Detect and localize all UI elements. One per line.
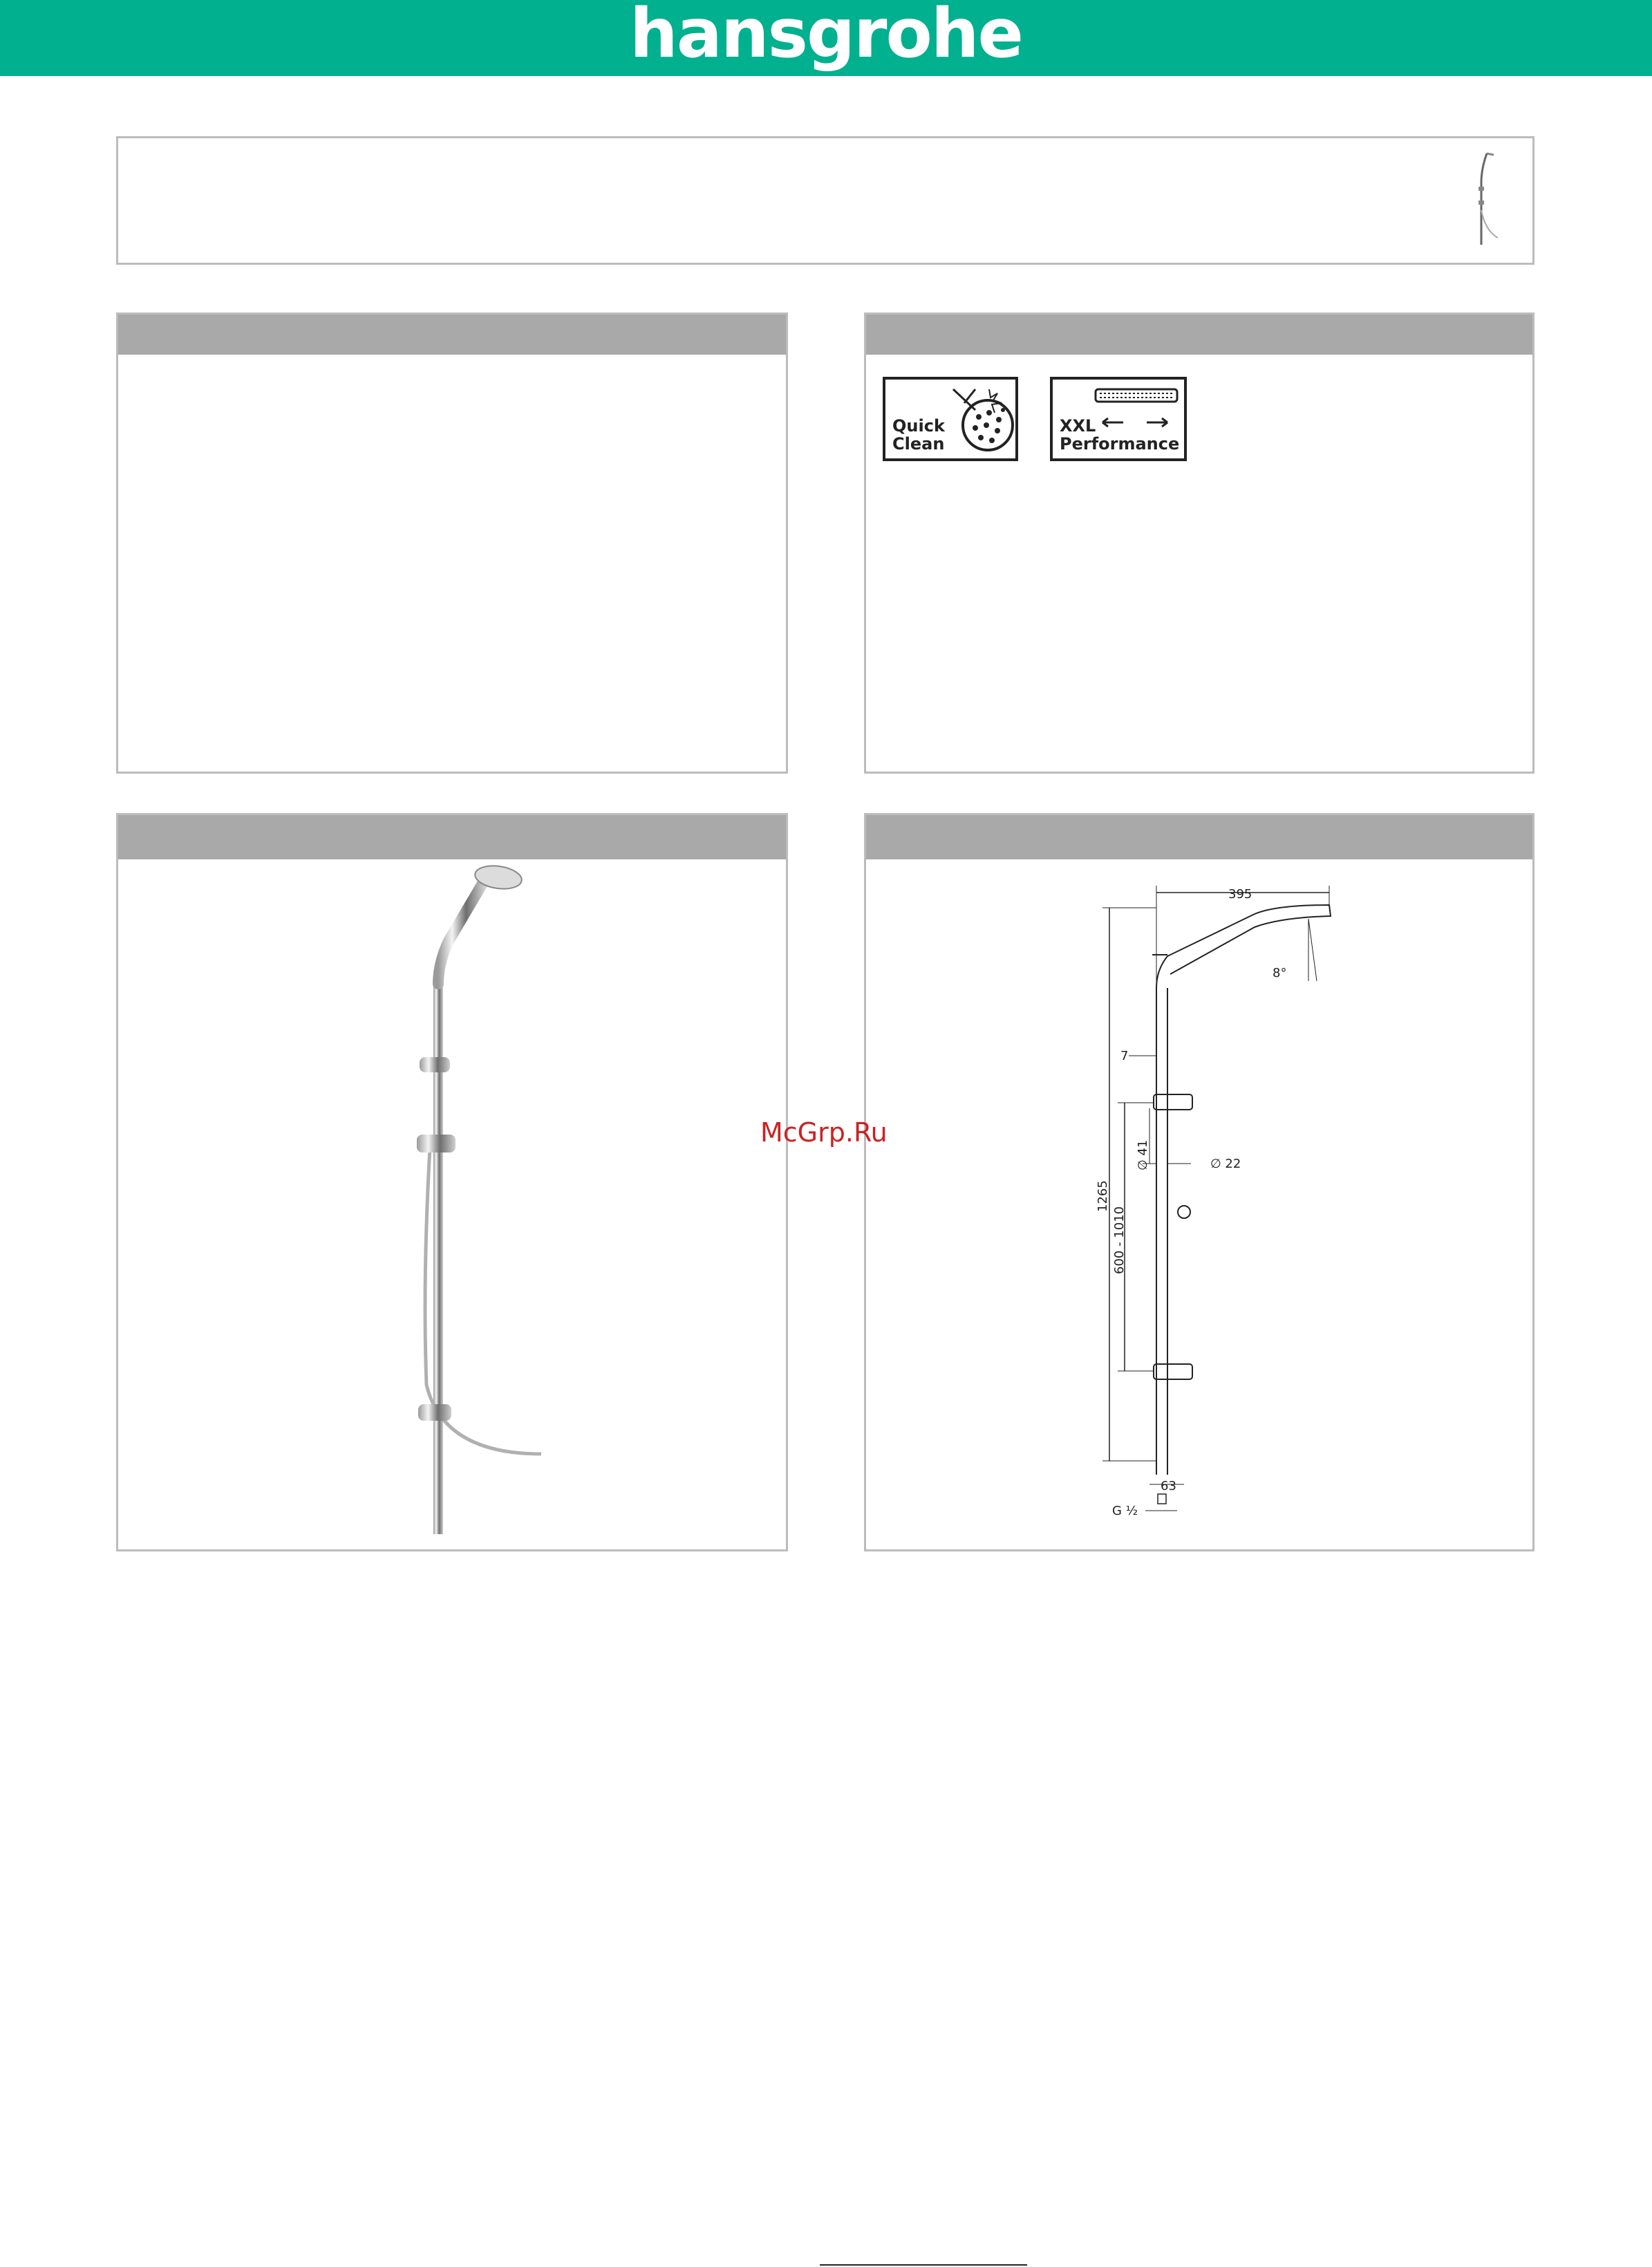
brand-header <box>0 0 1652 76</box>
dim-adjust-range: 600 - 1010 <box>1112 1206 1127 1274</box>
panel-header-bar <box>118 315 786 355</box>
quick-clean-line2: Clean <box>892 434 945 454</box>
product-title-box <box>116 136 1534 265</box>
xxl-line1: XXL <box>1060 416 1096 436</box>
footer-line <box>820 2264 1027 2266</box>
watermark: McGrp.Ru <box>760 1117 888 1148</box>
dim-total-height: 1265 <box>1096 1180 1110 1212</box>
dim-bottom: 63 <box>1161 1479 1176 1493</box>
hansgrohe-logo: hansgrohe <box>629 0 1023 73</box>
dim-angle: 8° <box>1273 966 1287 980</box>
shower-set-photo <box>118 859 790 1544</box>
dim-holder-dia: ∅ 41 <box>1136 1139 1150 1170</box>
xxl-performance-badge <box>1050 377 1187 461</box>
dim-width: 395 <box>1228 887 1252 902</box>
dim-rail-dia: ∅ 22 <box>1210 1157 1241 1171</box>
features-panel <box>864 312 1534 774</box>
product-photo-panel <box>116 813 788 1551</box>
dim-thread: G ½ <box>1112 1504 1138 1518</box>
panel-header-bar <box>866 315 1532 355</box>
quick-clean-icon <box>948 382 1017 458</box>
panel-header-bar <box>118 815 786 859</box>
quick-clean-badge <box>883 377 1018 461</box>
xxl-label <box>1060 417 1179 453</box>
quick-clean-line1: Quick <box>892 416 945 436</box>
technical-drawing-panel <box>864 813 1534 1551</box>
dimension-drawing <box>866 859 1537 1551</box>
description-panel <box>116 312 788 774</box>
dim-offset: 7 <box>1120 1049 1129 1063</box>
quick-clean-label <box>892 417 945 453</box>
product-thumbnail-icon <box>1456 148 1505 252</box>
xxl-line2: Performance <box>1060 434 1180 454</box>
panel-header-bar <box>866 815 1532 859</box>
